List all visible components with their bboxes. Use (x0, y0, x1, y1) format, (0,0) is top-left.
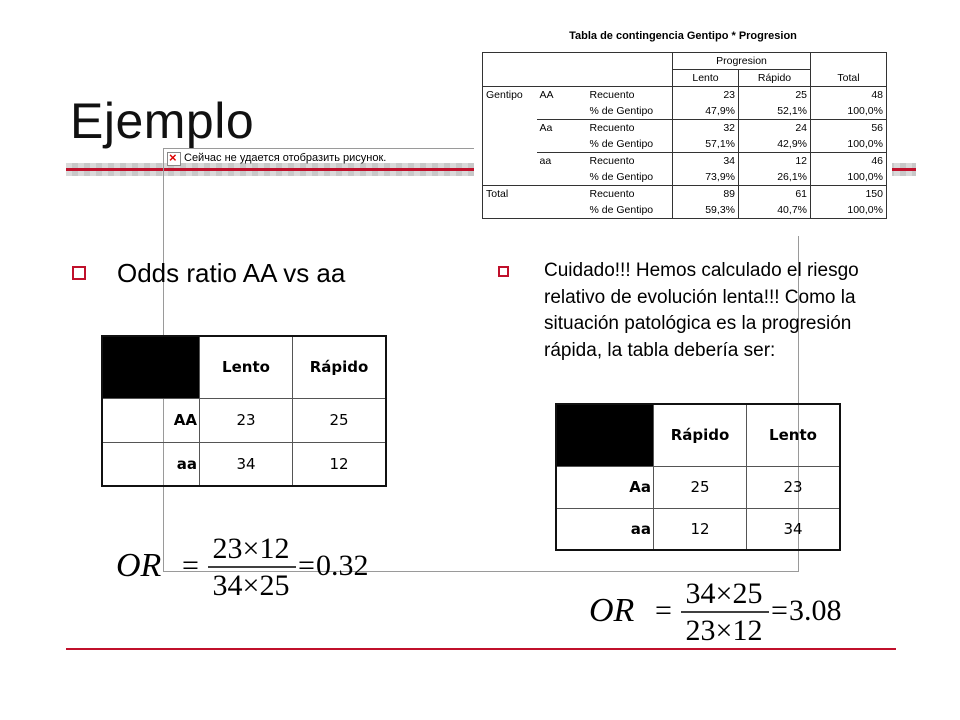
formula-numerator: 23×12 (212, 532, 290, 565)
spss-total-label: Total (483, 186, 587, 203)
spss-cell: 150 (811, 186, 887, 203)
spss-cell: 100,0% (811, 202, 887, 219)
spss-cell: 42,9% (739, 136, 811, 153)
table-row (102, 398, 386, 442)
table-corner-cell (102, 336, 200, 398)
table-right (555, 403, 841, 551)
bullet-right-text: Cuidado!!! Hemos calculado el riesgo relativo de evolución lenta!!! Como la situación patológica es la progresión rápida, la tabla debería ser: (544, 260, 859, 361)
formula-lhs: OR (589, 592, 635, 629)
table-cell: 12 (293, 442, 387, 486)
spss-table (482, 52, 887, 219)
spss-cell: 100,0% (811, 169, 887, 186)
formula-result: 0.32 (316, 549, 369, 582)
spss-cell: 57,1% (673, 136, 739, 153)
spss-cell: 46 (811, 153, 887, 170)
bullet-left-text: Odds ratio AA vs aa (117, 258, 346, 288)
spss-measure: % de Gentipo (587, 103, 673, 120)
spss-cell: 40,7% (739, 202, 811, 219)
spss-cell: 89 (673, 186, 739, 203)
spss-cell: 61 (739, 186, 811, 203)
spss-cell: 26,1% (739, 169, 811, 186)
table-row-header: aa (556, 508, 654, 550)
spss-measure: % de Gentipo (587, 169, 673, 186)
spss-title: Tabla de contingencia Gentipo * Progresion (569, 30, 797, 42)
spss-cell: 48 (811, 87, 887, 104)
formula-lhs: OR (116, 547, 162, 584)
spss-group-label: AA (537, 87, 587, 104)
spss-cell: 12 (739, 153, 811, 170)
table-cell: 25 (293, 398, 387, 442)
spss-measure: % de Gentipo (587, 136, 673, 153)
spss-cell: 25 (739, 87, 811, 104)
spss-measure: Recuento (587, 87, 673, 104)
spss-measure: Recuento (587, 153, 673, 170)
slide-title: Ejemplo (70, 93, 255, 149)
table-header-cell: Rápido (293, 336, 387, 398)
spss-crosstab (474, 18, 892, 236)
table-corner-cell (556, 404, 654, 466)
spss-col-header: Rápido (739, 70, 811, 87)
bullet-square-icon (498, 266, 509, 277)
formula-equals: = (655, 594, 672, 627)
spss-measure: Recuento (587, 186, 673, 203)
table-row (102, 442, 386, 486)
table-row-header: AA (102, 398, 200, 442)
spss-cell: 56 (811, 120, 887, 137)
spss-cell: 73,9% (673, 169, 739, 186)
spss-cell: 24 (739, 120, 811, 137)
table-cell: 34 (200, 442, 293, 486)
formula-equals: = (298, 549, 315, 582)
spss-col-header: Lento (673, 70, 739, 87)
table-row (556, 466, 840, 508)
formula-result: 3.08 (789, 594, 842, 627)
spss-cell: 59,3% (673, 202, 739, 219)
spss-measure: Recuento (587, 120, 673, 137)
formula-right (583, 576, 843, 648)
table-cell: 23 (200, 398, 293, 442)
table-row-header: aa (102, 442, 200, 486)
spss-group-label: aa (537, 153, 587, 170)
formula-numerator: 34×25 (685, 577, 763, 610)
spss-cell: 34 (673, 153, 739, 170)
bullet-square-icon (72, 266, 86, 280)
spss-group-label: Aa (537, 120, 587, 137)
table-cell: 34 (747, 508, 841, 550)
spss-group-header: Progresion (673, 53, 811, 70)
formula-denominator: 34×25 (212, 569, 290, 602)
broken-image-icon (167, 152, 181, 166)
spss-col-header: Total (811, 70, 887, 87)
table-cell: 23 (747, 466, 841, 508)
table-cell: 12 (654, 508, 747, 550)
table-cell: 25 (654, 466, 747, 508)
table-row (556, 508, 840, 550)
table-left (101, 335, 387, 487)
spss-cell: 32 (673, 120, 739, 137)
bottom-rule (66, 648, 896, 650)
spss-cell: 100,0% (811, 136, 887, 153)
formula-equals: = (182, 549, 199, 582)
spss-measure: % de Gentipo (587, 202, 673, 219)
formula-denominator: 23×12 (685, 614, 763, 647)
table-header-cell: Lento (747, 404, 841, 466)
table-header-cell: Rápido (654, 404, 747, 466)
spss-row-var: Gentipo (483, 87, 537, 104)
spss-cell: 100,0% (811, 103, 887, 120)
broken-image-text: Сейчас не удается отобразить рисунок. (184, 152, 387, 164)
spss-cell: 47,9% (673, 103, 739, 120)
formula-left (110, 528, 370, 608)
table-row-header: Aa (556, 466, 654, 508)
spss-cell: 23 (673, 87, 739, 104)
formula-equals: = (771, 594, 788, 627)
spss-cell: 52,1% (739, 103, 811, 120)
table-header-cell: Lento (200, 336, 293, 398)
